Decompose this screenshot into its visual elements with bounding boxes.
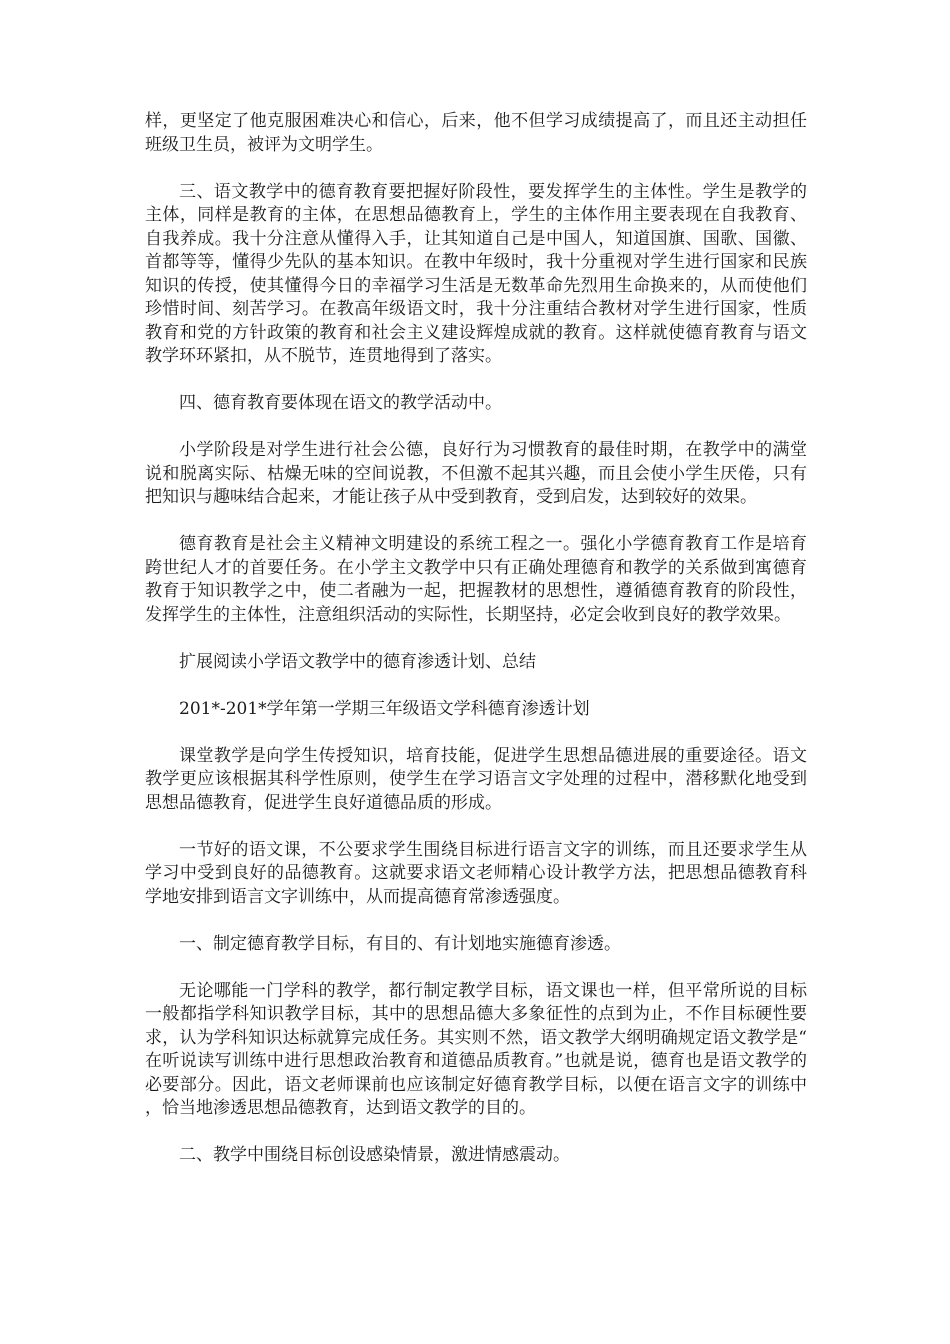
heading-plan-title: 201*-201*学年第一学期三年级语文学科德育渗透计划 [179,698,590,719]
paragraph-continuation: 样，更坚定了他克服困难决心和信心，后来，他不但学习成绩提高了，而且还主动担任班级卫生员，被评为文明学生。 [145,111,807,155]
paragraph-primary-stage: 小学阶段是对学生进行社会公德，良好行为习惯教育的最佳时期，在教学中的满堂说和脱离实际、枯燥无味的空间说教，不但激不起其兴趣，而且会使小学生厌倦，只有把知识与趣味结合起来，才能让孩子从中受到教育，受到启发，达到较好的效果。 [145,440,807,507]
heading-section-one: 一、制定德育教学目标，有目的、有计划地实施德育渗透。 [179,933,621,954]
paragraph-section-three: 三、语文教学中的德育教育要把握好阶段性，要发挥学生的主体性。学生是教学的主体，同样是教育的主体，在思想品德教育上，学生的主体作用主要表现在自我教育、自我养成。我十分注意从懂得入手，让其知道自己是中国人，知道国旗、国歌、国徽、首都等等，懂得少先队的基本知识。在教中年级时，我十分重视对学生进行国家和民族知识的传授，使其懂得今日的幸福学习生活是无数革命先烈用生命换来的，从而使他们珍惜时间、刻苦学习。在教高年级语文时，我十分注重结合教材对学生进行国家，性质教育和党的方针政策的教育和社会主义建设辉煌成就的教育。这样就使德育教育与语文教学环环紧扣，从不脱节，连贯地得到了落实。 [145,181,807,366]
paragraph-conclusion: 德育教育是社会主义精神文明建设的系统工程之一。强化小学德育教育工作是培育跨世纪人才的首要任务。在小学主文教学中只有正确处理德育和教学的关系做到寓德育教育于知识教学之中，使二者融为一起，把握教材的思想性，遵循德育教育的阶段性，发挥学生的主体性，注意组织活动的实际性，长期坚持，必定会收到良好的教学效果。 [145,534,807,625]
paragraph-classroom-teaching: 课堂教学是向学生传授知识，培育技能，促进学生思想品德进展的重要途径。语文教学更应该根据其科学性原则，使学生在学习语言文字处理的过程中，潜移默化地受到思想品德教育，促进学生良好道德品质的形成。 [145,745,807,813]
heading-section-four: 四、德育教育要体现在语文的教学活动中。 [179,393,502,413]
heading-extended-reading: 扩展阅读小学语文教学中的德育渗透计划、总结 [179,651,536,672]
document-body [145,110,807,1191]
paragraph-teaching-goals: 无论哪能一门学科的教学，都行制定教学目标，语文课也一样，但平常所说的目标一般都指学科知识教学目标，其中的思想品德大多象征性的点到为止，不作目标硬性要求，认为学科知识达标就算完成任务。其实则不然，语文教学大纲明确规定语文教学是“在听说读写训练中进行思想政治教育和道德品质教育。”也就是说，德育也是语文教学的必要部分。因此，语文老师课前也应该制定好德育教学目标，以便在语言文字的训练中，恰当地渗透思想品德教育，达到语文教学的目的。 [145,980,807,1118]
heading-section-two: 二、教学中围绕目标创设感染情景，激进情感震动。 [179,1145,570,1165]
paragraph-good-lesson: 一节好的语文课，不公要求学生围绕目标进行语言文字的训练，而且还要求学生从学习中受到良好的品德教育。这就要求语文老师精心设计教学方法，把思想品德教育科学地安排到语言文字训练中，从而提高德育常渗透强度。 [145,839,807,907]
